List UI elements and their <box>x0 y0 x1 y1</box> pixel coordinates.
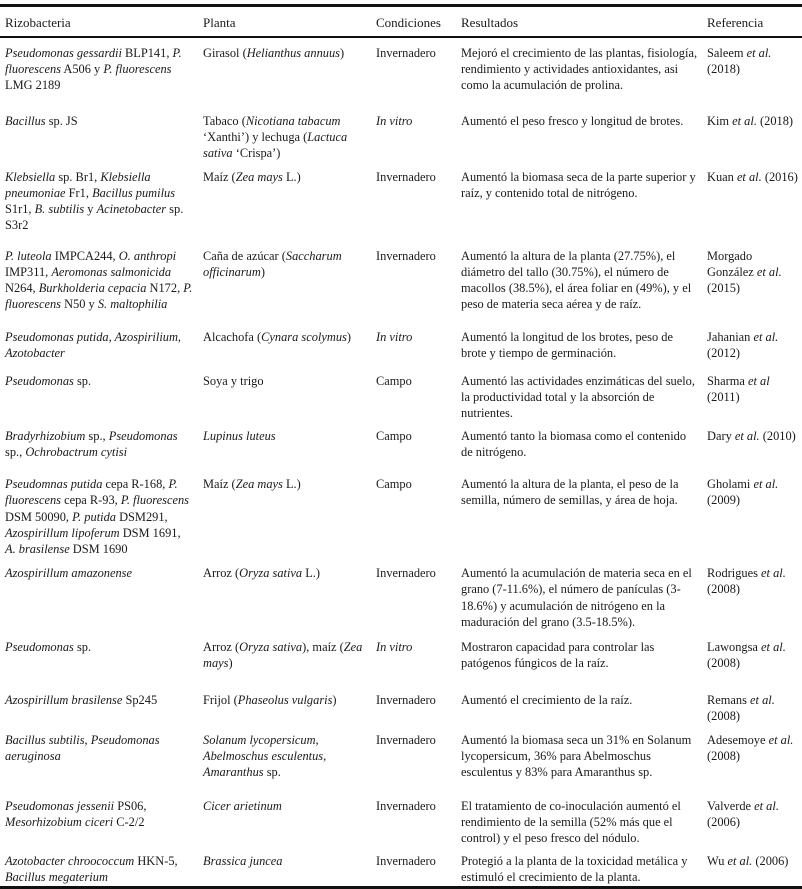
cell-referencia: Gholami et al. (2009) <box>707 477 779 508</box>
cell-condiciones: Campo <box>376 373 412 388</box>
cell-referencia: Lawongsa et al. (2008) <box>707 640 786 671</box>
cell-rizobacteria: Bacillus sp. JS <box>5 114 78 128</box>
cell-referencia: Wu et al. (2006) <box>707 854 789 869</box>
cell-planta: Soya y trigo <box>203 373 264 388</box>
cell-rizobacteria: Azotobacter chroococcum HKN-5, Bacillus megaterium <box>5 854 178 885</box>
cell-planta: Cicer arietinum <box>203 798 282 813</box>
cell-rizobacteria: Pseudomonas jessenii PS06, Mesorhizobium ciceri C-2/2 <box>5 798 147 829</box>
header-planta: Planta <box>203 14 236 30</box>
table-row <box>0 162 802 241</box>
cell-rizobacteria: Bacillus subtilis, Pseudomonas aeruginosa <box>5 732 160 763</box>
cell-rizobacteria: Pseudomonas sp. <box>5 373 92 388</box>
table-row <box>0 421 802 469</box>
table-row <box>0 632 802 685</box>
cell-referencia: Sharma et al (2011) <box>707 373 770 404</box>
cell-rizobacteria: Bradyrhizobium sp., Pseudomonas sp., Ochrobactrum cytisi <box>5 429 178 460</box>
cell-rizobacteria: Pseudomnas putida cepa R-168, P. fluorescens cepa R-93, P. fluorescens DSM 50090, P. putida DSM291, Azospirillum lipoferum DSM 1691, A. brasilense DSM 1690 <box>5 477 190 557</box>
table-row <box>0 846 802 887</box>
table-body <box>0 37 802 887</box>
table-row <box>0 791 802 847</box>
cell-resultados: Aumentó la altura de la planta (27.75%), el diámetro del tallo (30.75%), el número de macollos (38.5%), el área foliar en (49%), y el peso de materia seca aérea y de raíz. <box>461 248 692 312</box>
cell-resultados: El tratamiento de co-inoculación aumentó el rendimiento de la semilla (52% más que el control) y el peso fresco del nódulo. <box>461 798 681 846</box>
header-referencia: Referencia <box>707 14 764 30</box>
table-row <box>0 322 802 366</box>
cell-referencia: Jahanian et al. (2012) <box>707 329 779 360</box>
cell-planta: Lupinus luteus <box>203 429 276 444</box>
header-row <box>0 6 802 38</box>
cell-rizobacteria: Pseudomonas putida, Azospirilium, Azotobacter <box>5 329 182 360</box>
cell-planta: Girasol (Helianthus annuus) <box>203 46 345 60</box>
cell-resultados: Aumentó tanto la biomasa como el contenido de nitrógeno. <box>461 429 687 460</box>
cell-planta: Arroz (Oryza sativa L.) <box>203 566 320 581</box>
cell-resultados: Mostraron capacidad para controlar las patógenos fúngicos de la raíz. <box>461 640 655 671</box>
header-condiciones: Condiciones <box>376 14 441 30</box>
cell-planta: Tabaco (Nicotiana tabacum ‘Xanthi’) y lechuga (Lactuca sativa ‘Crispa’) <box>203 114 348 161</box>
cell-planta: Maíz (Zea mays L.) <box>203 477 301 492</box>
cell-rizobacteria: Azospirillum amazonense <box>5 566 133 581</box>
cell-referencia: Morgado González et al. (2015) <box>707 248 782 296</box>
cell-referencia: Saleem et al. (2018) <box>707 46 772 77</box>
cell-referencia: Remans et al. (2008) <box>707 693 775 724</box>
cell-condiciones: Invernadero <box>376 854 436 869</box>
table-row <box>0 366 802 422</box>
cell-condiciones: Campo <box>376 429 412 444</box>
cell-referencia: Adesemoye et al. (2008) <box>707 732 794 763</box>
cell-referencia: Rodrigues et al. (2008) <box>707 566 786 597</box>
cell-condiciones: In vitro <box>376 640 413 655</box>
cell-planta: Brassica juncea <box>203 854 283 869</box>
table-row <box>0 37 802 106</box>
cell-referencia: Valverde et al. (2006) <box>707 798 779 829</box>
cell-condiciones: Invernadero <box>376 566 436 581</box>
table-row <box>0 685 802 724</box>
cell-resultados: Aumentó el crecimiento de la raíz. <box>461 693 633 708</box>
cell-resultados: Aumentó el peso fresco y longitud de brotes. <box>461 114 684 128</box>
cell-rizobacteria: Azospirillum brasilense Sp245 <box>5 693 158 708</box>
cell-resultados: Protegió a la planta de la toxicidad metálica y estimuló el crecimiento de la planta. <box>461 854 688 885</box>
header-resultados: Resultados <box>461 14 519 30</box>
cell-resultados: Aumentó la biomasa seca un 31% en Solanum lycopersicum, 36% para Abelmoschus esculentus y 83% para Amaranthus sp. <box>461 732 692 780</box>
cell-rizobacteria: Pseudomonas sp. <box>5 640 92 655</box>
cell-condiciones: Campo <box>376 477 412 492</box>
cell-condiciones: Invernadero <box>376 169 436 184</box>
cell-condiciones: Invernadero <box>376 732 436 747</box>
table-header <box>0 6 802 38</box>
table-row <box>0 241 802 322</box>
cell-resultados: Aumentó la longitud de los brotes, peso de brote y tiempo de germinación. <box>461 329 673 360</box>
table-row <box>0 561 802 632</box>
cell-rizobacteria: Klebsiella sp. Br1, Klebsiella pneumoniae Fr1, Bacillus pumilus S1r1, B. subtilis y Acinetobacter sp. S3r2 <box>5 169 184 233</box>
cell-resultados: Aumentó la acumulación de materia seca en el grano (7-11.6%), el número de panículas (3-18.6%) y acumulación de nitrógeno en la maduración del grano (3.5-18.5%). <box>461 566 692 629</box>
cell-referencia: Kim et al. (2018) <box>707 114 794 128</box>
cell-referencia: Dary et al. (2010) <box>707 429 796 444</box>
cell-rizobacteria: P. luteola IMPCA244, O. anthropi IMP311, Aeromonas salmonicida N264, Burkholderia cepacia N172, P. fluorescens N50 y S. maltophilia <box>5 248 193 312</box>
cell-condiciones: In vitro <box>376 114 413 128</box>
cell-resultados: Mejoró el crecimiento de las plantas, fisiología, rendimiento y actividades antioxidantes, asi como la acumulación de prolina. <box>461 46 698 93</box>
cell-resultados: Aumentó las actividades enzimáticas del suelo, la productividad total y la absorción de nutrientes. <box>461 373 695 421</box>
cell-planta: Arroz (Oryza sativa), maíz (Zea mays) <box>203 640 363 671</box>
cell-planta: Frijol (Phaseolus vulgaris) <box>203 693 337 708</box>
cell-planta: Caña de azúcar (Saccharum officinarum) <box>203 248 342 279</box>
cell-rizobacteria: Pseudomonas gessardii BLP141, P. fluorescens A506 y P. fluorescens LMG 2189 <box>5 46 182 93</box>
cell-planta: Solanum lycopersicum, Abelmoschus esculentus, Amaranthus sp. <box>203 732 327 780</box>
cell-planta: Alcachofa (Cynara scolymus) <box>203 329 351 344</box>
cell-referencia: Kuan et al. (2016) <box>707 169 798 184</box>
table-row <box>0 469 802 561</box>
cell-resultados: Aumentó la altura de la planta, el peso de la semilla, número de semillas, y área de hoja. <box>461 477 679 508</box>
header-rizobacteria: Rizobacteria <box>5 14 71 30</box>
cell-condiciones: Invernadero <box>376 248 436 263</box>
table-row <box>0 106 802 162</box>
table-row <box>0 725 802 791</box>
cell-condiciones: Invernadero <box>376 798 436 813</box>
cell-condiciones: In vitro <box>376 329 413 344</box>
cell-resultados: Aumentó la biomasa seca de la parte superior y raíz, y contenido total de nitrógeno. <box>461 169 696 200</box>
rhizobacteria-table <box>0 4 802 889</box>
cell-planta: Maíz (Zea mays L.) <box>203 169 301 184</box>
cell-condiciones: Invernadero <box>376 693 436 708</box>
cell-condiciones: Invernadero <box>376 46 436 60</box>
